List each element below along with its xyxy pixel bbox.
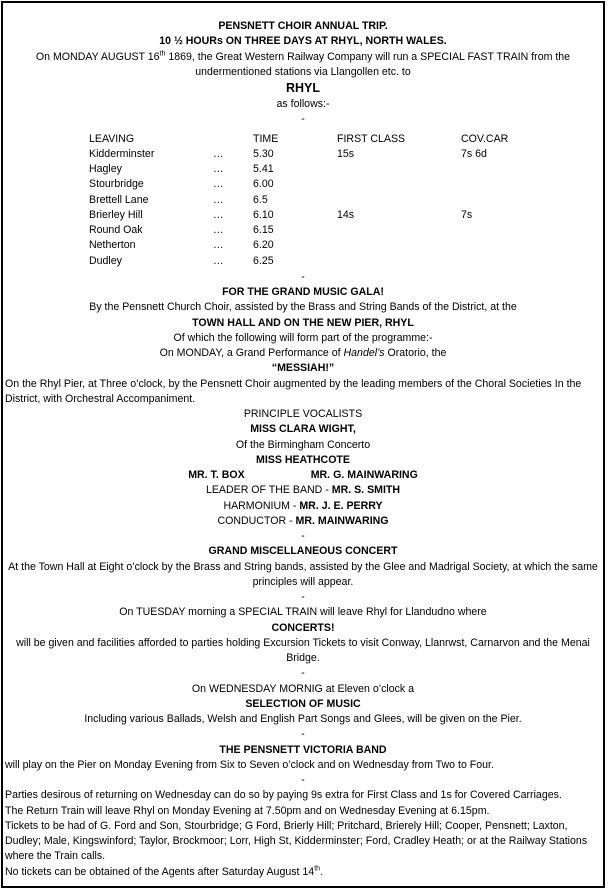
footer-return-fares: Parties desirous of returning on Wednesday can do so by paying 9s extra for First Class and 1s for Covered Carriages.: [5, 789, 562, 802]
table-row: [89, 162, 551, 177]
leader-dots: …: [213, 163, 224, 175]
divider-dash: -: [301, 270, 305, 283]
station-name: Kidderminster: [89, 147, 155, 160]
vocalist-name: MISS HEATHCOTE: [256, 453, 350, 466]
wednesday-heading: SELECTION OF MUSIC: [245, 697, 361, 710]
deadline-end: .: [320, 865, 323, 878]
timetable-header-row: [89, 132, 551, 147]
departure-time: 6.25: [253, 254, 274, 267]
first-class-fare: [337, 238, 461, 253]
footer-ticket-agents: Tickets to be had of G. Ford and Son, Stourbridge; G Ford, Brierly Hill; Pritchard, Brierely Hill; Cooper, Pensnett; Laxton, Dudley; Male, Kingswinford; Taylor, Brockmoor; Lorr, High St, Kidderminster; Ford, Cradley Heath; or at the Railway Stations where the Train calls.: [5, 819, 588, 863]
divider-dash: -: [301, 113, 305, 126]
table-row: [89, 254, 551, 269]
deadline-superscript: th: [314, 864, 321, 872]
first-class-fare: [337, 193, 461, 208]
wednesday-text: On WEDNESDAY MORNIG at Eleven o’clock a: [191, 682, 415, 695]
as-follows-text: as follows:-: [276, 98, 330, 110]
monday-text-end: Oratorio, the: [384, 347, 447, 359]
leader-dots: …: [213, 239, 224, 252]
header-time: TIME: [253, 132, 279, 145]
vocalists-heading: PRINCIPLE VOCALISTS: [243, 408, 363, 420]
vocalist-affiliation: Of the Birmingham Concerto: [235, 438, 371, 451]
cov-car-fare: [461, 177, 551, 192]
leader-name: MR. S. SMITH: [331, 484, 401, 497]
gala-programme-line: Of which the following will form part of the programme:-: [173, 331, 433, 344]
vocalist-name: MR. G. MAINWARING: [310, 469, 418, 481]
table-row: [89, 177, 551, 192]
header-leaving: LEAVING: [89, 132, 135, 145]
poster-subtitle: 10 ½ HOURs ON THREE DAYS AT RHYL, NORTH WALES.: [159, 35, 447, 48]
station-name: Brierley Hill: [89, 208, 143, 221]
footer-return-train: The Return Train will leave Rhyl on Monday Evening at 7.50pm and on Wednesday Evening at 6.15pm.: [5, 804, 490, 817]
departure-time: 5.41: [253, 163, 274, 175]
divider-dash: -: [301, 728, 305, 741]
cov-car-fare: [461, 162, 551, 177]
table-row: [89, 223, 551, 238]
cov-car-fare: 7s: [461, 208, 473, 221]
cov-car-fare: [461, 238, 551, 253]
station-name: Netherton: [89, 239, 136, 252]
cov-car-fare: [461, 223, 551, 238]
deadline-text: No tickets can be obtained of the Agents after Saturday August 14: [5, 865, 315, 878]
cov-car-fare: [461, 254, 551, 269]
monday-composer: Handel’s: [343, 347, 385, 359]
monday-line: [5, 346, 601, 361]
vocalists-pair: [5, 468, 601, 483]
tuesday-heading: CONCERTS!: [271, 621, 335, 634]
gala-line: By the Pensnett Church Choir, assisted by the Brass and String Bands of the District, at the: [89, 301, 517, 314]
footer-ticket-deadline: [5, 865, 601, 880]
conductor-line: [5, 514, 601, 529]
first-class-fare: [337, 177, 461, 192]
leader-dots: …: [213, 224, 224, 236]
harmonium-line: [5, 499, 601, 514]
leader-dots: …: [213, 254, 224, 267]
timetable: [89, 132, 551, 269]
band-heading: THE PENSNETT VICTORIA BAND: [219, 743, 387, 756]
cov-car-fare: [461, 193, 551, 208]
monday-text-start: On MONDAY, a Grand Performance of: [159, 347, 344, 359]
leader-dots: …: [213, 178, 224, 191]
vocalist-name: MR. T. BOX: [188, 469, 245, 481]
station-name: Brettell Lane: [89, 193, 149, 206]
intro-text-start: On MONDAY AUGUST 16: [35, 50, 160, 63]
first-class-fare: [337, 162, 461, 177]
intro-text-end: 1869, the Great Western Railway Company will run a SPECIAL FAST TRAIN from the undermentioned stations via Llangollen etc. to: [165, 50, 571, 78]
header-spacer: [213, 132, 253, 147]
band-text: will play on the Pier on Monday Evening from Six to Seven o’clock and on Wednesday from Two to Four.: [5, 758, 494, 771]
poster-title: PENSNETT CHOIR ANNUAL TRIP.: [218, 20, 388, 32]
departure-time: 6.5: [253, 193, 268, 206]
divider-dash: -: [301, 530, 305, 542]
vocalist-name: MISS CLARA WIGHT,: [250, 423, 356, 436]
leader-dots: …: [213, 147, 224, 160]
departure-time: 5.30: [253, 147, 274, 160]
table-row: [89, 238, 551, 253]
leader-line: [5, 483, 601, 498]
table-row: [89, 147, 551, 162]
conductor-label: CONDUCTOR -: [217, 514, 296, 527]
departure-time: 6.10: [253, 208, 274, 221]
table-row: [89, 193, 551, 208]
leader-dots: …: [213, 208, 224, 221]
tuesday-text: On TUESDAY morning a SPECIAL TRAIN will leave Rhyl for Llandudno where: [119, 606, 487, 619]
cov-car-fare: 7s 6d: [461, 147, 487, 160]
departure-time: 6.00: [253, 178, 274, 191]
leader-dots: …: [213, 193, 224, 206]
station-name: Hagley: [89, 163, 122, 175]
divider-dash: -: [301, 667, 305, 680]
concert-text: At the Town Hall at Eight o’clock by the Brass and String bands, assisted by the Glee and Madrigal Society, at which the same principles will appear.: [8, 560, 598, 588]
station-name: Stourbridge: [89, 178, 144, 191]
messiah-heading: “MESSIAH!”: [271, 362, 335, 375]
poster-document: [1, 1, 605, 888]
intro-paragraph: [5, 50, 601, 81]
wednesday-details: Including various Ballads, Welsh and English Part Songs and Glees, will be given on the Pier.: [84, 713, 522, 725]
divider-dash: -: [301, 774, 305, 786]
tuesday-details: will be given and facilities afforded to parties holding Excursion Tickets to visit Conway, Llanrwst, Carnarvon and the Menai Bridge.: [16, 636, 590, 664]
header-cov-car: COV.CAR: [461, 132, 509, 145]
first-class-fare: [337, 223, 461, 238]
pier-paragraph: On the Rhyl Pier, at Three o’clock, by the Pensnett Choir augmented by the leading members of the Choral Societies In the District, with Orchestral Accompaniment.: [5, 377, 582, 405]
station-name: Round Oak: [89, 224, 143, 236]
departure-time: 6.20: [253, 239, 274, 252]
gala-venue: TOWN HALL AND ON THE NEW PIER, RHYL: [192, 316, 414, 329]
harmonium-name: MR. J. E. PERRY: [299, 499, 383, 512]
header-first-class: FIRST CLASS: [337, 132, 406, 145]
harmonium-label: HARMONIUM -: [223, 499, 300, 512]
concert-heading: GRAND MISCELLANEOUS CONCERT: [208, 545, 398, 558]
departure-time: 6.15: [253, 224, 274, 236]
leader-label: LEADER OF THE BAND -: [205, 484, 332, 497]
destination-heading: RHYL: [285, 81, 321, 95]
conductor-name: MR. MAINWARING: [295, 514, 389, 527]
first-class-fare: 14s: [337, 208, 355, 221]
station-name: Dudley: [89, 254, 122, 267]
first-class-fare: 15s: [337, 147, 355, 160]
intro-superscript: th: [159, 49, 166, 57]
gala-heading: FOR THE GRAND MUSIC GALA!: [222, 286, 384, 298]
first-class-fare: [337, 254, 461, 269]
divider-dash: -: [301, 591, 305, 603]
table-row: [89, 208, 551, 223]
